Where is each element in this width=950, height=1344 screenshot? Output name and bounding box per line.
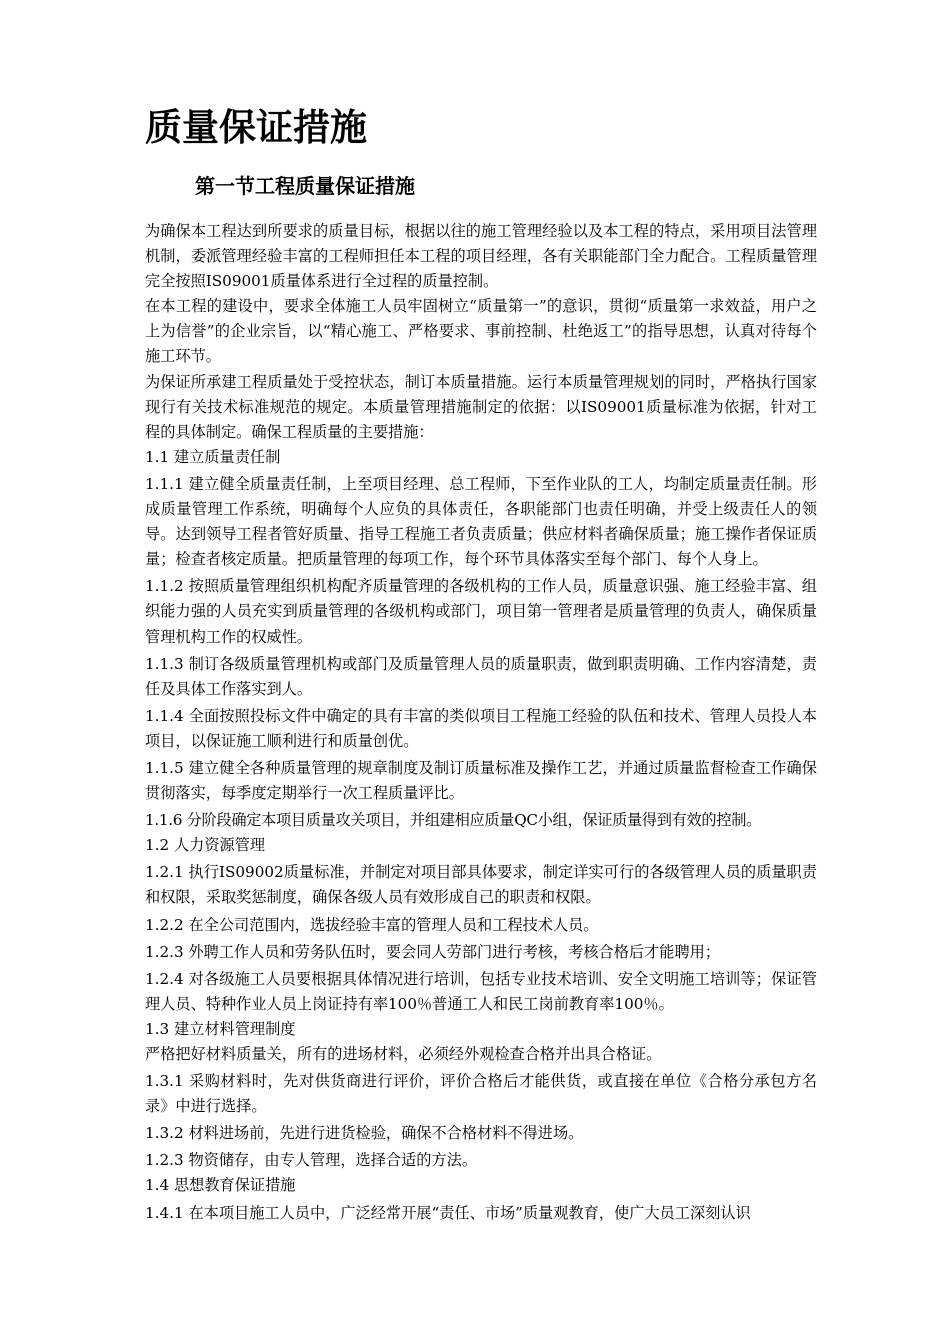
- numbered-paragraph: 1.2.3 外聘工作人员和劳务队伍时，要会同人劳部门进行考核，考核合格后才能聘用；: [145, 942, 721, 961]
- numbered-paragraph: 1.1.6 分阶段确定本项目质量攻关项目，并组建相应质量QC小组，保证质量得到有效的控制。: [145, 811, 761, 830]
- numbered-paragraph: 1.4.1 在本项目施工人员中，广泛经常开展“责任、市场”质量观教育，使广大员工深刻认识: [145, 1203, 751, 1222]
- numbered-paragraph: 1.1.3 制订各级质量管理机构或部门及质量管理人员的质量职责，做到职责明确、工作内容清楚，责任及具体工作落实到人。: [145, 654, 817, 698]
- intro-paragraph: 为保证所承建工程质量处于受控状态，制订本质量措施。运行本质量管理规划的同时，严格执行国家现行有关技术标准规范的规定。本质量管理措施制定的依据：以IS09001质量标准为依据，针对工程的具体制定。确保工程质量的主要措施：: [145, 372, 817, 441]
- intro-paragraph: 为确保本工程达到所要求的质量目标，根据以往的施工管理经验以及本工程的特点，采用项目法管理机制，委派管理经验丰富的工程师担任本工程的项目经理，各有关职能部门全力配合。工程质量管理完全按照IS09001质量体系进行全过程的质量控制。: [145, 222, 817, 291]
- subsection-heading: 1.1 建立质量责任制: [145, 447, 281, 466]
- subsection-heading: 1.2 人力资源管理: [145, 836, 266, 855]
- intro-paragraph: 在本工程的建设中，要求全体施工人员牢固树立“质量第一”的意识，贯彻“质量第一求效益，用户之上为信誉”的企业宗旨，以“精心施工、严格要求、事前控制、杜绝返工”的指导思想，认真对待每个施工环节。: [145, 297, 817, 366]
- numbered-paragraph: 1.1.5 建立健全各种质量管理的规章制度及制订质量标准及操作工艺，并通过质量监督检查工作确保贯彻落实，每季度定期举行一次工程质量评比。: [145, 758, 817, 803]
- section-heading: 第一节工程质量保证措施: [195, 174, 415, 198]
- numbered-paragraph: 1.3.1 采购材料时，先对供货商进行评价，评价合格后才能供货，或直接在单位《合格分承包方名录》中进行选择。: [145, 1072, 817, 1116]
- body-paragraph: 严格把好材料质量关，所有的进场材料，必须经外观检查合格并出具合格证。: [145, 1045, 662, 1063]
- numbered-paragraph: 1.1.1 建立健全质量责任制，上至项目经理、总工程师，下至作业队的工人，均制定质量责任制。形成质量管理工作系统，明确每个人应负的具体责任，各职能部门也责任明确，并受上级责任人的领导。达到领导工程者管好质量、指导工程施工者负责质量；供应材料者确保质量；施工操作者保证质量；检查者核定质量。把质量管理的每项工作，每个环节具体落实至每个部门、每个人身上。: [145, 474, 817, 569]
- document-body: [145, 219, 817, 1226]
- document-title: 质量保证措施: [145, 105, 367, 149]
- numbered-paragraph: 1.2.2 在全公司范围内，选拔经验丰富的管理人员和工程技术人员。: [145, 915, 599, 934]
- subsection-heading: 1.3 建立材料管理制度: [145, 1019, 296, 1038]
- numbered-paragraph: 1.3.2 材料进场前，先进行进货检验，确保不合格材料不得进场。: [145, 1124, 584, 1143]
- numbered-paragraph: 1.2.1 执行IS09002质量标准，并制定对项目部具体要求，制定详实可行的各级管理人员的质量职责和权限，采取奖惩制度，确保各级人员有效形成自己的职责和权限。: [145, 863, 817, 907]
- subsection-heading: 1.4 思想教育保证措施: [145, 1176, 296, 1195]
- numbered-paragraph: 1.2.4 对各级施工人员要根据具体情况进行培训，包括专业技术培训、安全文明施工培训等；保证管理人员、特种作业人员上岗证持有率100％普通工人和民工岗前教育率100％。: [145, 969, 817, 1013]
- numbered-paragraph: 1.1.2 按照质量管理组织机构配齐质量管理的各级机构的工作人员，质量意识强、施工经验丰富、组织能力强的人员充实到质量管理的各级机构或部门，项目第一管理者是质量管理的负责人，确保质量管理机构工作的权威性。: [145, 577, 817, 646]
- numbered-paragraph: 1.2.3 物资储存，由专人管理，选择合适的方法。: [145, 1151, 478, 1170]
- numbered-paragraph: 1.1.4 全面按照投标文件中确定的具有丰富的类似项目工程施工经验的队伍和技术、管理人员投人本项目，以保证施工顺利进行和质量创优。: [145, 706, 817, 750]
